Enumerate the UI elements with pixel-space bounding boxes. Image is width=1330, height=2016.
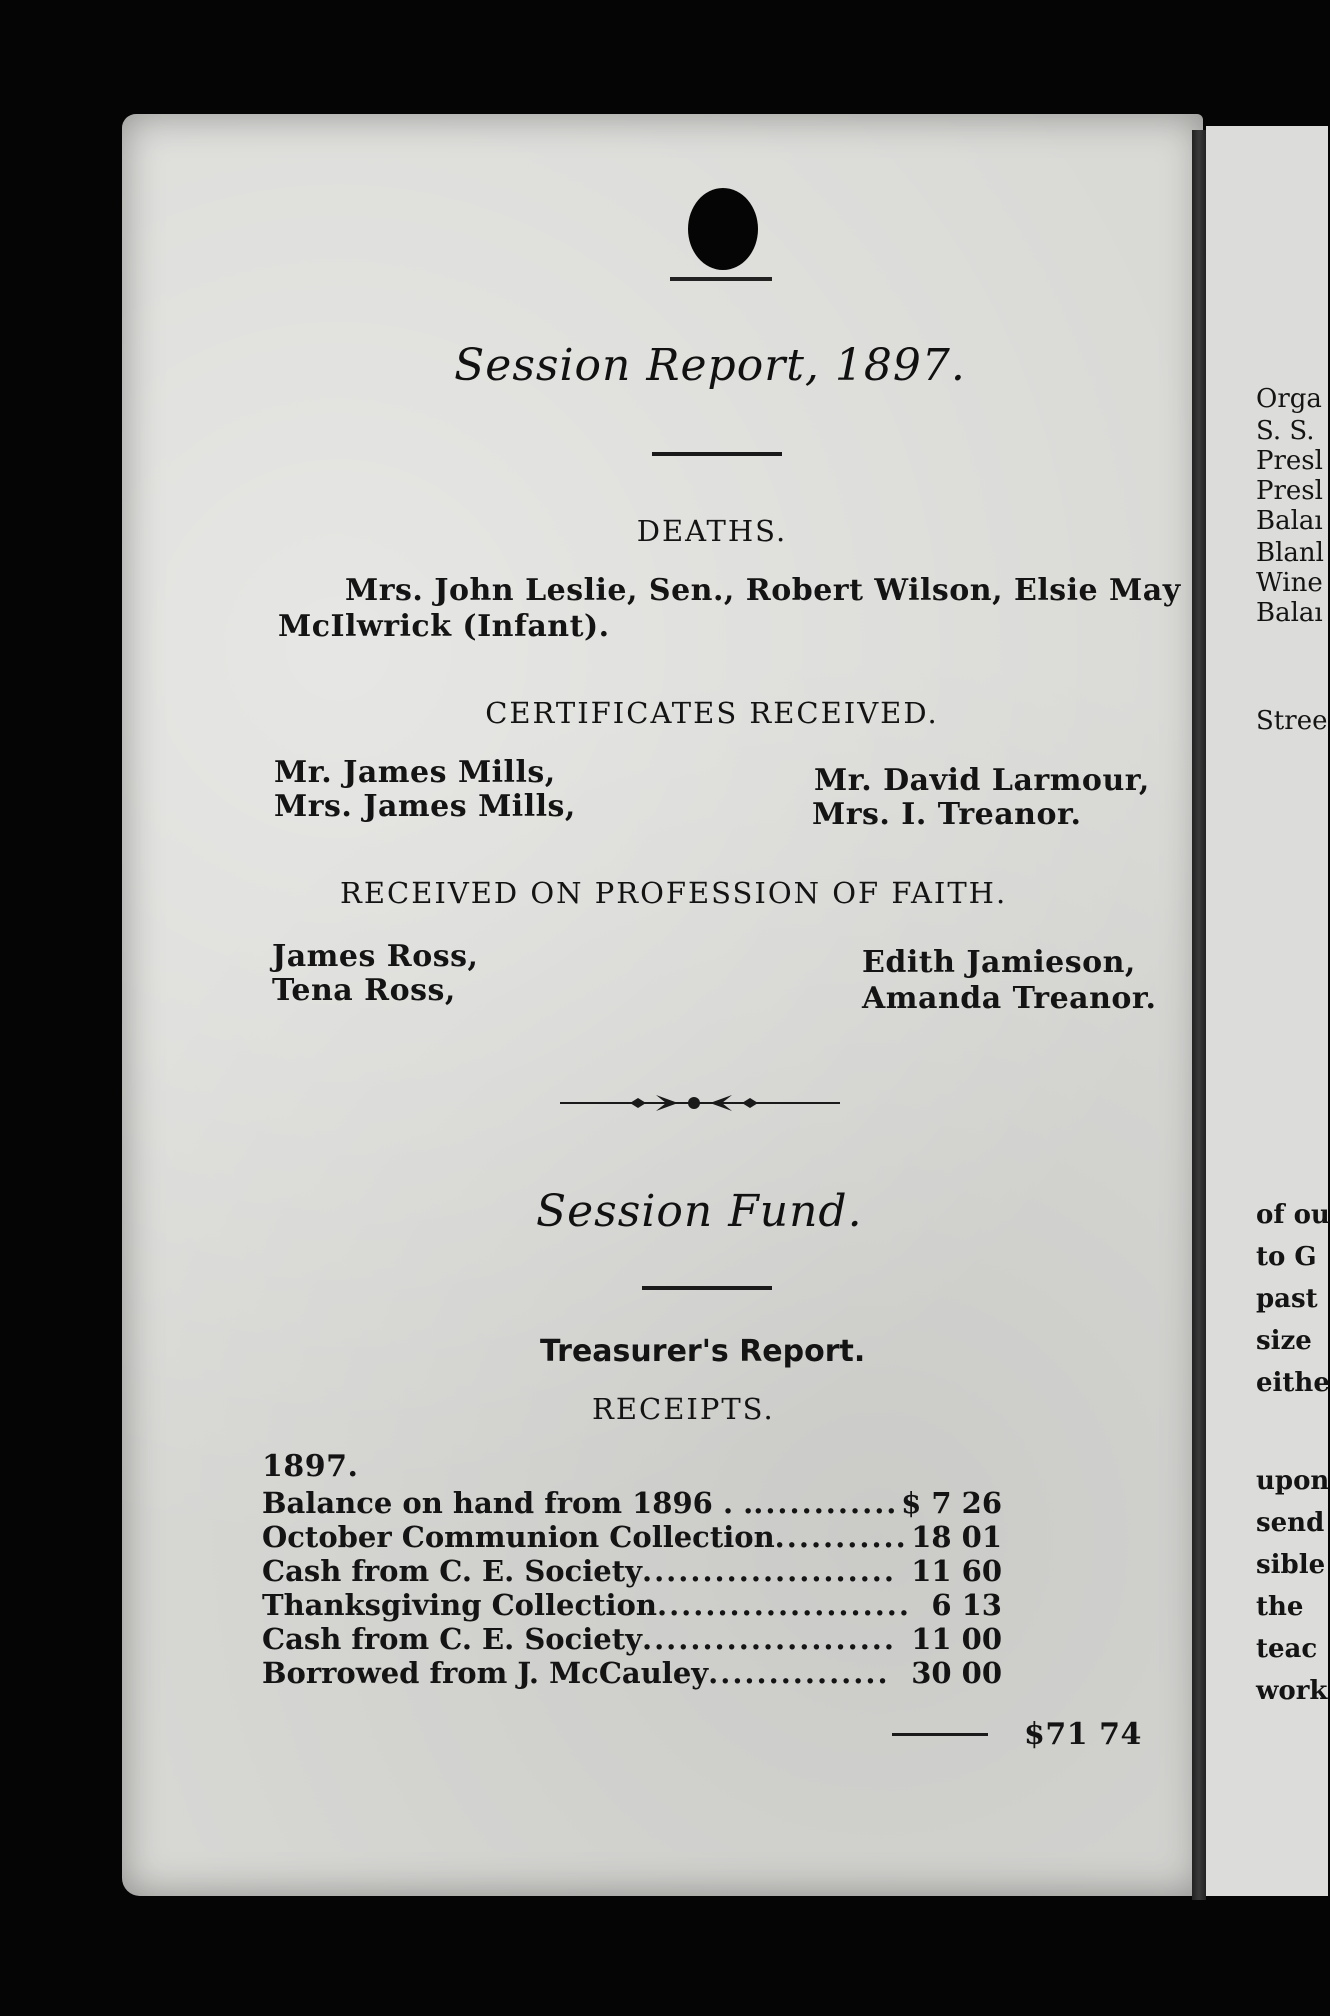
certificates-heading: CERTIFICATES RECEIVED. bbox=[485, 696, 939, 730]
receipt-amount: 11 60 bbox=[911, 1554, 1002, 1588]
fragment-line: sible bbox=[1256, 1550, 1326, 1580]
receipt-leader: ............... bbox=[708, 1656, 890, 1690]
receipt-amount: 11 00 bbox=[911, 1622, 1002, 1656]
receipt-leader: ..................... bbox=[641, 1622, 897, 1656]
fragment-line: Orga bbox=[1256, 384, 1322, 414]
profession-right-2: Amanda Treanor. bbox=[862, 981, 1157, 1016]
profession-heading: RECEIVED ON PROFESSION OF FAITH. bbox=[340, 876, 1008, 910]
receipt-leader: ........... bbox=[774, 1520, 908, 1554]
certificate-right-1: Mr. David Larmour, bbox=[814, 763, 1150, 798]
deaths-line-1: Mrs. John Leslie, Sen., Robert Wilson, Elsie May bbox=[345, 573, 1181, 608]
receipt-amount: 6 13 bbox=[931, 1588, 1002, 1622]
total-rule bbox=[892, 1733, 988, 1736]
deaths-line-2: McIlwrick (Infant). bbox=[278, 609, 610, 644]
fragment-line: Presl bbox=[1256, 476, 1323, 506]
receipt-row bbox=[262, 1554, 1002, 1588]
fragment-line: send bbox=[1256, 1508, 1325, 1538]
treasurer-heading: Treasurer's Report. bbox=[540, 1334, 866, 1369]
receipts-heading: RECEIPTS. bbox=[592, 1392, 775, 1426]
fragment-line: work bbox=[1256, 1676, 1328, 1706]
fragment-line: teac bbox=[1256, 1634, 1318, 1664]
receipt-row bbox=[262, 1656, 1002, 1690]
certificate-left-1: Mr. James Mills, bbox=[274, 755, 556, 790]
fragment-line: Balaı bbox=[1256, 506, 1323, 536]
title-rule bbox=[652, 452, 782, 456]
punch-hole bbox=[688, 188, 758, 270]
receipt-row bbox=[262, 1520, 1002, 1554]
receipt-amount: 30 00 bbox=[911, 1656, 1002, 1690]
receipt-label: Balance on hand from 1896 . . bbox=[262, 1486, 754, 1520]
deaths-heading: DEATHS. bbox=[636, 514, 788, 548]
receipt-label: October Communion Collection bbox=[262, 1520, 775, 1554]
report-title: Session Report, 1897. bbox=[454, 340, 966, 391]
receipt-label: Borrowed from J. McCauley bbox=[262, 1656, 709, 1690]
punch-hole-underline bbox=[670, 277, 772, 281]
book-gutter bbox=[1192, 130, 1206, 1900]
fragment-line: Stree bbox=[1256, 706, 1328, 736]
facing-page bbox=[1206, 126, 1328, 1896]
profession-left-1: James Ross, bbox=[272, 939, 479, 974]
fund-rule bbox=[642, 1286, 772, 1290]
ornamental-divider bbox=[560, 1090, 840, 1116]
receipt-row bbox=[262, 1588, 1002, 1622]
fragment-line: to G bbox=[1256, 1242, 1317, 1272]
fragment-line: the bbox=[1256, 1592, 1304, 1622]
receipt-leader: ..................... bbox=[641, 1554, 897, 1588]
fragment-line: eithe bbox=[1256, 1368, 1330, 1398]
receipts-list bbox=[262, 1486, 1002, 1690]
receipt-amount: $ 7 26 bbox=[901, 1486, 1002, 1520]
profession-right-1: Edith Jamieson, bbox=[862, 945, 1136, 980]
fragment-line: S. S. bbox=[1256, 416, 1315, 446]
fragment-line: upon bbox=[1256, 1466, 1330, 1496]
receipt-amount: 18 01 bbox=[911, 1520, 1002, 1554]
receipt-label: Cash from C. E. Society bbox=[262, 1622, 642, 1656]
fragment-line: Blanl bbox=[1256, 538, 1324, 568]
receipts-year: 1897. bbox=[262, 1449, 359, 1484]
receipt-leader: ............ bbox=[753, 1486, 899, 1520]
certificate-left-2: Mrs. James Mills, bbox=[274, 789, 576, 824]
profession-left-2: Tena Ross, bbox=[272, 973, 456, 1008]
fragment-line: Presl bbox=[1256, 446, 1323, 476]
fragment-line: Wine bbox=[1256, 568, 1323, 598]
receipt-leader: ..................... bbox=[656, 1588, 912, 1622]
fragment-line: of ou bbox=[1256, 1200, 1330, 1230]
receipt-row bbox=[262, 1622, 1002, 1656]
fragment-line: Balaı bbox=[1256, 598, 1323, 628]
fragment-line: past bbox=[1256, 1284, 1318, 1314]
certificate-right-2: Mrs. I. Treanor. bbox=[812, 797, 1082, 832]
fund-title: Session Fund. bbox=[536, 1186, 863, 1237]
receipt-label: Thanksgiving Collection bbox=[262, 1588, 657, 1622]
receipt-label: Cash from C. E. Society bbox=[262, 1554, 642, 1588]
fragment-line: size bbox=[1256, 1326, 1312, 1356]
receipts-total: $71 74 bbox=[1024, 1717, 1142, 1752]
receipt-row bbox=[262, 1486, 1002, 1520]
